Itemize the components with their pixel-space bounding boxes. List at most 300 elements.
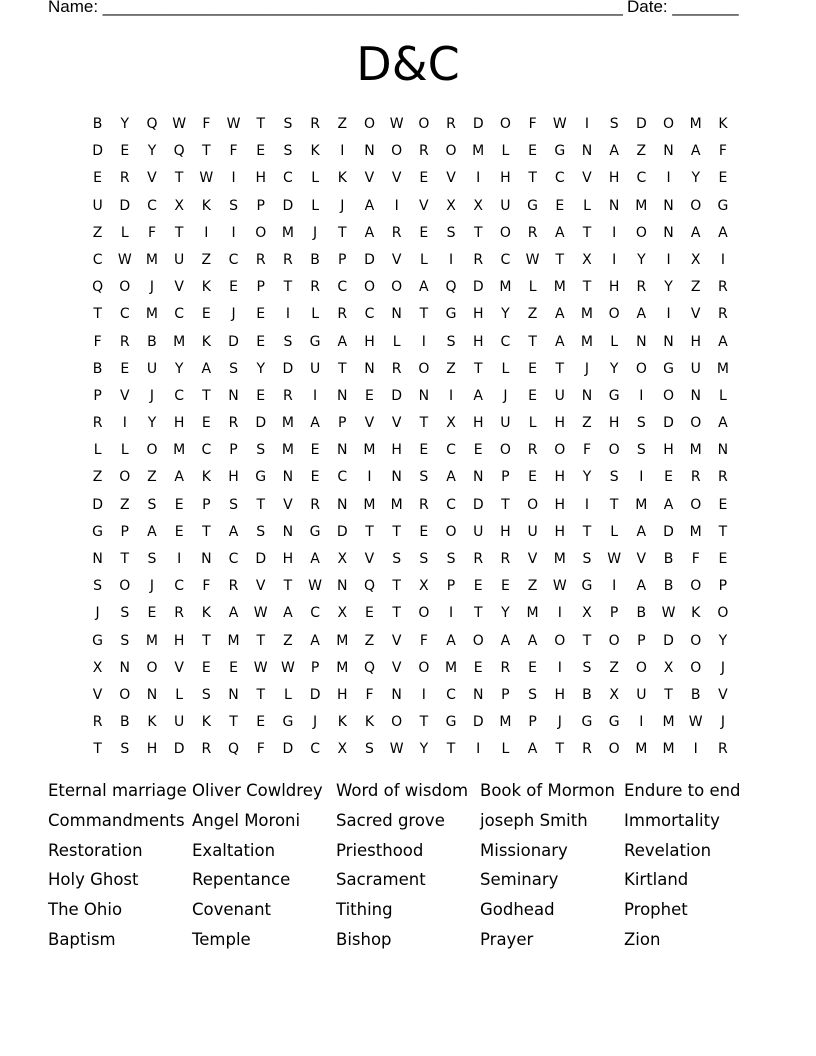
grid-row (84, 519, 737, 546)
grid-letter: L (610, 523, 619, 540)
grid-letter: I (612, 251, 617, 268)
grid-letter: A (310, 415, 320, 432)
grid-letter: N (418, 387, 430, 404)
grid-letter: I (448, 251, 454, 268)
grid-letter: Z (92, 469, 103, 486)
grid-letter: N (663, 333, 674, 350)
grid-letter: C (228, 551, 239, 567)
grid-letter: B (147, 333, 157, 350)
grid-letter: F (419, 632, 428, 649)
grid-letter: I (666, 251, 671, 268)
grid-row (84, 573, 737, 600)
grid-letter: A (636, 578, 647, 595)
grid-letter: F (365, 686, 374, 703)
grid-letter: C (174, 306, 185, 323)
grid-letter: U (527, 523, 538, 540)
grid-letter: G (554, 143, 566, 160)
grid-letter: N (337, 496, 348, 513)
grid-letter: G (581, 714, 593, 731)
grid-letter: R (391, 360, 402, 377)
grid-letter: B (92, 360, 103, 377)
word-list-item: Commandments (48, 810, 185, 830)
word-list-item: Immortality (624, 810, 720, 830)
grid-letter: T (501, 496, 510, 513)
grid-letter: G (92, 523, 104, 540)
grid-letter: V (174, 279, 184, 296)
grid-letter: K (337, 714, 347, 731)
grid-letter: H (228, 469, 239, 486)
grid-letter: N (472, 469, 484, 486)
grid-letter: I (639, 387, 644, 404)
grid-letter: G (527, 197, 539, 214)
word-list-item: Repentance (192, 870, 291, 890)
grid-letter: F (202, 578, 211, 595)
grid-letter: H (255, 170, 266, 187)
grid-letter: R (418, 143, 429, 160)
grid-letter: I (285, 306, 290, 323)
grid-letter: U (174, 714, 185, 731)
grid-letter: R (718, 279, 728, 296)
grid-letter: S (283, 116, 293, 132)
grid-letter: R (337, 306, 348, 323)
grid-row (84, 655, 737, 682)
grid-letter: H (472, 415, 484, 432)
grid-letter: C (283, 170, 293, 187)
grid-letter: U (309, 360, 321, 377)
grid-letter: J (95, 605, 100, 622)
grid-letter: X (174, 197, 184, 214)
word-list-item: Baptism (48, 929, 116, 949)
word-list-item: Covenant (192, 900, 272, 920)
grid-letter: J (313, 714, 318, 731)
grid-letter: V (255, 578, 266, 595)
grid-letter: D (228, 333, 239, 350)
grid-letter: O (690, 197, 702, 214)
grid-letter: K (201, 197, 211, 214)
grid-letter: D (663, 523, 674, 540)
grid-letter: Z (147, 469, 157, 486)
grid-letter: N (228, 387, 239, 404)
word-list-row (48, 927, 768, 957)
grid-letter: O (119, 686, 131, 703)
grid-letter: J (557, 714, 562, 731)
grid-letter: N (282, 469, 294, 486)
grid-letter: L (419, 251, 428, 268)
grid-letter: G (309, 523, 321, 540)
word-list-item: Oliver Cowldrey (192, 781, 323, 800)
grid-letter: R (201, 741, 212, 758)
grid-letter: S (582, 659, 592, 676)
grid-letter: R (92, 714, 103, 731)
grid-letter: V (92, 686, 103, 703)
grid-letter: M (173, 442, 186, 459)
grid-letter: E (528, 387, 538, 404)
grid-letter: U (146, 360, 158, 377)
grid-letter: A (228, 605, 239, 622)
grid-letter: T (419, 415, 429, 432)
grid-letter: J (231, 306, 236, 323)
grid-letter: D (635, 116, 647, 132)
grid-letter: O (554, 442, 566, 459)
grid-letter: M (662, 714, 675, 731)
grid-letter: C (310, 741, 320, 758)
grid-letter: B (636, 605, 647, 622)
grid-letter: E (174, 496, 184, 513)
grid-letter: M (281, 224, 294, 241)
grid-letter: X (337, 605, 348, 622)
grid-letter: W (688, 714, 703, 731)
grid-letter: E (555, 197, 565, 214)
grid-letter: A (364, 224, 375, 241)
grid-letter: U (500, 197, 511, 214)
grid-letter: V (718, 686, 728, 703)
grid-row (84, 437, 737, 464)
word-list-item: Prayer (480, 929, 534, 949)
grid-letter: W (308, 578, 323, 595)
grid-letter: T (256, 496, 265, 513)
word-list-item: Temple (192, 929, 251, 949)
grid-letter: O (499, 116, 511, 132)
grid-letter: X (337, 741, 348, 758)
grid-letter: B (582, 686, 592, 703)
grid-letter: V (391, 415, 402, 432)
grid-row (84, 383, 737, 410)
grid-letter: I (421, 686, 426, 703)
grid-row (84, 220, 737, 247)
grid-letter: O (391, 279, 403, 296)
grid-letter: O (445, 143, 457, 160)
grid-letter: T (174, 170, 184, 187)
grid-letter: D (92, 143, 103, 160)
grid-letter: E (500, 578, 510, 595)
word-list-item: joseph Smith (480, 810, 588, 830)
grid-letter: D (472, 279, 484, 296)
grid-letter: F (147, 224, 156, 241)
grid-letter: B (92, 116, 103, 132)
grid-letter: O (608, 306, 620, 323)
grid-letter: H (146, 741, 158, 758)
grid-letter: L (583, 197, 591, 214)
grid-letter: Y (501, 306, 510, 323)
grid-letter: V (283, 496, 293, 513)
grid-letter: N (636, 333, 647, 350)
grid-letter: S (229, 496, 238, 513)
grid-letter: C (446, 442, 456, 459)
grid-letter: E (718, 496, 728, 513)
grid-letter: P (202, 496, 211, 513)
grid-letter: R (718, 741, 728, 758)
grid-letter: M (553, 279, 566, 296)
grid-letter: U (500, 415, 511, 432)
grid-letter: H (608, 170, 620, 187)
grid-letter: M (363, 496, 376, 513)
grid-letter: I (448, 387, 454, 404)
grid-letter: S (283, 333, 293, 350)
grid-letter: E (473, 578, 483, 595)
grid-letter: C (636, 170, 647, 187)
grid-letter: I (367, 469, 372, 486)
grid-letter: N (337, 387, 348, 404)
grid-letter: I (666, 306, 671, 323)
grid-letter: S (446, 551, 456, 567)
grid-letter: R (310, 116, 320, 132)
grid-letter: O (663, 116, 675, 132)
grid-letter: V (582, 170, 592, 187)
grid-letter: N (119, 659, 131, 676)
word-list-row (48, 838, 768, 868)
grid-letter: V (636, 551, 647, 567)
grid-letter: Q (92, 279, 104, 296)
grid-letter: S (365, 741, 374, 758)
grid-letter: S (446, 224, 456, 241)
grid-row (84, 709, 737, 736)
grid-letter: T (202, 143, 211, 160)
grid-letter: H (500, 523, 511, 540)
grid-letter: T (582, 279, 592, 296)
grid-letter: P (338, 251, 347, 268)
grid-letter: N (337, 442, 348, 459)
grid-letter: D (282, 197, 294, 214)
grid-letter: S (120, 741, 130, 758)
grid-letter: H (608, 279, 620, 296)
grid-letter: W (117, 251, 132, 268)
grid-letter: G (717, 197, 729, 214)
grid-letter: S (582, 551, 592, 567)
word-list-item: Bishop (336, 929, 392, 949)
grid-letter: K (201, 469, 211, 486)
grid-letter: C (337, 279, 348, 296)
grid-letter: E (528, 360, 538, 377)
grid-letter: C (446, 496, 456, 513)
grid-letter: M (689, 523, 702, 540)
grid-letter: D (309, 686, 321, 703)
grid-letter: T (338, 224, 347, 241)
grid-letter: I (231, 224, 236, 241)
grid-letter: O (635, 224, 647, 241)
grid-letter: O (418, 360, 430, 377)
grid-letter: G (445, 714, 457, 731)
grid-letter: P (501, 686, 510, 703)
grid-letter: G (445, 306, 457, 323)
grid-letter: R (283, 387, 293, 404)
grid-letter: L (311, 197, 319, 214)
grid-letter: E (256, 306, 266, 323)
grid-letter: Z (690, 279, 701, 296)
grid-letter: T (256, 686, 265, 703)
grid-letter: P (446, 578, 456, 595)
grid-letter: L (501, 741, 510, 758)
grid-letter: V (391, 170, 402, 187)
grid-letter: O (391, 714, 403, 731)
grid-letter: M (580, 306, 594, 323)
grid-letter: T (582, 632, 592, 649)
grid-letter: R (500, 659, 511, 676)
grid-letter: K (201, 714, 211, 731)
grid-letter: E (473, 659, 483, 676)
grid-letter: N (581, 387, 593, 404)
grid-letter: H (364, 333, 375, 350)
grid-letter: I (394, 197, 399, 214)
grid-letter: M (662, 741, 675, 758)
grid-letter: M (499, 279, 512, 296)
grid-letter: N (663, 143, 674, 160)
grid-letter: F (691, 551, 700, 567)
grid-letter: E (201, 306, 211, 323)
grid-letter: O (391, 143, 403, 160)
grid-letter: J (149, 279, 155, 296)
grid-letter: R (690, 469, 701, 486)
grid-letter: O (418, 659, 430, 676)
grid-letter: J (503, 387, 508, 404)
grid-letter: O (608, 442, 620, 459)
grid-letter: O (363, 116, 375, 132)
grid-letter: S (419, 551, 429, 567)
grid-letter: R (119, 333, 130, 350)
grid-letter: Q (363, 578, 375, 595)
grid-letter: J (149, 387, 155, 404)
grid-letter: T (582, 224, 592, 241)
letter-grid (84, 111, 737, 764)
grid-letter: T (718, 523, 728, 540)
grid-letter: W (389, 116, 404, 132)
word-list-row (48, 897, 768, 927)
grid-letter: M (336, 632, 349, 649)
word-list-item: Tithing (336, 900, 393, 920)
grid-letter: P (338, 415, 347, 432)
grid-letter: T (174, 224, 184, 241)
grid-letter: R (391, 224, 402, 241)
grid-letter: A (446, 632, 456, 649)
word-list-item: Priesthood (336, 840, 424, 860)
grid-letter: H (663, 442, 674, 459)
grid-letter: H (554, 686, 566, 703)
grid-letter: D (92, 496, 103, 513)
grid-letter: T (473, 360, 483, 377)
grid-letter: F (229, 143, 238, 160)
grid-letter: F (256, 741, 265, 758)
grid-letter: C (554, 170, 565, 187)
grid-letter: H (554, 469, 566, 486)
grid-letter: E (174, 523, 184, 540)
grid-letter: S (229, 360, 238, 377)
grid-letter: N (146, 686, 158, 703)
grid-letter: G (581, 578, 593, 595)
grid-letter: K (147, 714, 157, 731)
grid-letter: W (253, 659, 268, 676)
grid-letter: I (557, 659, 562, 676)
grid-letter: T (419, 306, 429, 323)
grid-letter: T (365, 523, 374, 540)
grid-letter: T (283, 279, 293, 296)
grid-letter: R (527, 224, 538, 241)
grid-letter: J (720, 659, 725, 676)
grid-letter: Y (718, 632, 728, 649)
grid-row (84, 301, 737, 328)
grid-letter: A (147, 523, 157, 540)
grid-letter: J (149, 578, 155, 595)
grid-letter: I (720, 251, 725, 268)
word-list-item: Restoration (48, 840, 143, 860)
grid-letter: A (446, 469, 456, 486)
grid-letter: U (636, 686, 647, 703)
grid-letter: O (690, 578, 702, 595)
grid-letter: V (364, 415, 375, 432)
grid-letter: R (527, 442, 538, 459)
grid-letter: P (609, 605, 619, 622)
grid-letter: S (636, 442, 646, 459)
grid-row (84, 356, 737, 383)
grid-letter: V (364, 170, 375, 187)
grid-letter: Q (173, 143, 185, 160)
grid-letter: G (282, 714, 294, 731)
grid-letter: J (340, 197, 345, 214)
grid-letter: N (472, 686, 484, 703)
grid-letter: E (120, 143, 130, 160)
grid-letter: F (93, 333, 102, 350)
grid-letter: T (473, 224, 483, 241)
grid-letter: D (663, 415, 674, 432)
grid-letter: B (663, 551, 674, 567)
grid-letter: M (145, 306, 159, 323)
grid-letter: O (690, 632, 702, 649)
grid-letter: E (120, 360, 130, 377)
grid-letter: S (201, 686, 211, 703)
grid-letter: Z (337, 116, 348, 132)
grid-letter: F (528, 116, 537, 132)
grid-letter: A (690, 224, 701, 241)
grid-letter: G (608, 714, 620, 731)
word-list (48, 778, 768, 957)
grid-letter: N (608, 197, 620, 214)
grid-letter: Y (147, 415, 157, 432)
grid-letter: T (446, 741, 456, 758)
grid-letter: O (554, 632, 566, 649)
grid-letter: O (119, 469, 131, 486)
grid-letter: T (419, 714, 429, 731)
grid-letter: M (580, 333, 594, 350)
grid-letter: X (419, 578, 429, 595)
grid-row (84, 410, 737, 437)
grid-letter: H (282, 551, 294, 567)
grid-letter: Y (256, 360, 265, 377)
grid-letter: T (609, 496, 619, 513)
grid-letter: L (392, 333, 401, 350)
grid-letter: L (93, 442, 102, 459)
grid-letter: L (120, 224, 129, 241)
grid-letter: H (554, 496, 566, 513)
grid-letter: H (173, 632, 185, 649)
grid-letter: A (690, 143, 701, 160)
grid-letter: W (199, 170, 214, 187)
grid-letter: U (473, 523, 484, 540)
grid-letter: S (636, 415, 646, 432)
grid-letter: T (392, 578, 401, 595)
grid-letter: W (226, 116, 241, 132)
grid-letter: A (663, 496, 674, 513)
grid-letter: R (582, 741, 592, 758)
grid-letter: A (174, 469, 184, 486)
grid-letter: P (93, 387, 102, 404)
grid-letter: N (690, 387, 701, 404)
grid-letter: P (310, 659, 320, 676)
grid-letter: O (635, 360, 647, 377)
grid-letter: T (555, 360, 565, 377)
grid-letter: T (202, 387, 211, 404)
grid-letter: Y (691, 170, 700, 187)
grid-letter: J (720, 714, 725, 731)
grid-letter: W (661, 605, 676, 622)
grid-letter: I (476, 170, 481, 187)
